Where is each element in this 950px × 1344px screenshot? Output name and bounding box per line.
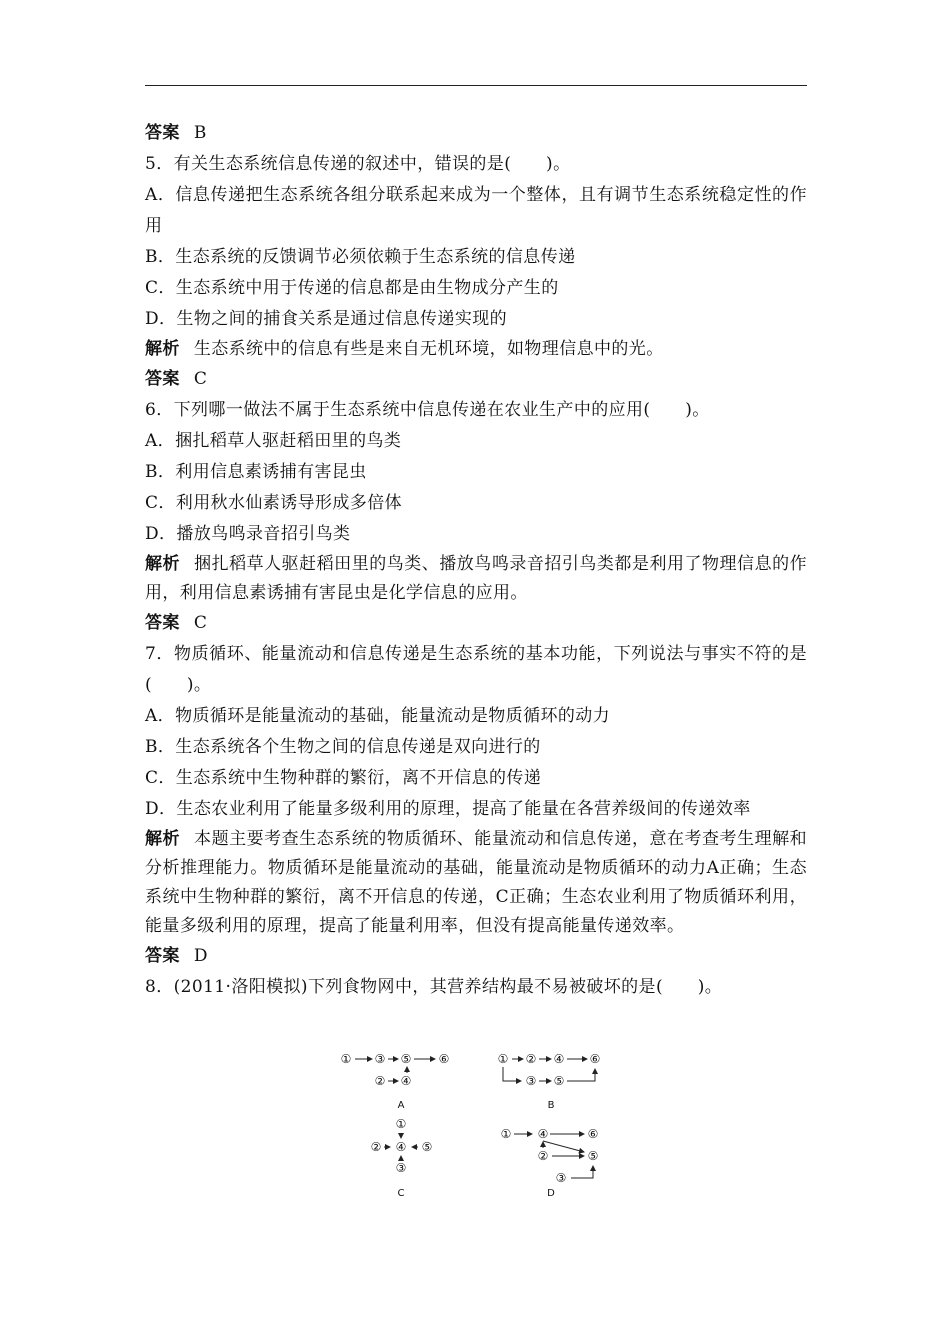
web-a-node-3: ③ bbox=[374, 1052, 386, 1066]
q4-answer bbox=[145, 118, 807, 149]
web-d-node-2: ② bbox=[537, 1149, 549, 1163]
web-d-label: D bbox=[547, 1188, 555, 1199]
web-a-node-6: ⑥ bbox=[438, 1052, 450, 1066]
web-d-node-6: ⑥ bbox=[587, 1127, 599, 1141]
q6-option-b: B．利用信息素诱捕有害昆虫 bbox=[145, 462, 367, 482]
web-d-node-4: ④ bbox=[537, 1127, 549, 1141]
web-d-node-5: ⑤ bbox=[587, 1149, 599, 1163]
web-b-node-6: ⑥ bbox=[589, 1052, 601, 1066]
q7-option-d: D．生态农业利用了能量多级利用的原理，提高了能量在各营养级间的传递效率 bbox=[145, 799, 751, 819]
q7-option-a: A．物质循环是能量流动的基础，能量流动是物质循环的动力 bbox=[145, 706, 611, 726]
food-web-figure bbox=[335, 1050, 625, 1205]
question-content bbox=[145, 118, 807, 1003]
answer-value: C bbox=[193, 369, 208, 389]
web-b-label: B bbox=[547, 1100, 555, 1111]
web-b-node-2: ② bbox=[525, 1052, 537, 1066]
answer-value: C bbox=[193, 613, 208, 633]
header-rule bbox=[145, 85, 807, 86]
q5-option-c: C．生态系统中用于传递的信息都是由生物成分产生的 bbox=[145, 278, 559, 298]
web-b-node-3: ③ bbox=[525, 1074, 537, 1088]
answer-label: 答案 bbox=[145, 369, 180, 389]
analysis-label: 解析 bbox=[145, 339, 180, 359]
web-b-node-5: ⑤ bbox=[553, 1074, 565, 1088]
web-a-node-1: ① bbox=[340, 1052, 352, 1066]
web-a-node-5: ⑤ bbox=[400, 1052, 412, 1066]
web-c-node-3: ③ bbox=[395, 1161, 407, 1175]
q7-option-b: B．生态系统各个生物之间的信息传递是双向进行的 bbox=[145, 737, 541, 757]
food-web-a bbox=[355, 1059, 435, 1081]
web-c-node-4: ④ bbox=[395, 1140, 407, 1154]
q7-analysis bbox=[145, 825, 807, 941]
answer-label: 答案 bbox=[145, 123, 180, 143]
web-a-node-4: ④ bbox=[400, 1074, 412, 1088]
analysis-text: 生态系统中的信息有些是来自无机环境，如物理信息中的光。 bbox=[193, 339, 664, 359]
web-c-node-2: ② bbox=[370, 1140, 382, 1154]
q7-stem: 7．物质循环、能量流动和信息传递是生态系统的基本功能，下列说法与事实不符的是( )。 bbox=[145, 644, 807, 695]
q5-analysis bbox=[145, 335, 807, 364]
answer-value: D bbox=[193, 946, 208, 966]
q5-option-d: D．生物之间的捕食关系是通过信息传递实现的 bbox=[145, 309, 508, 329]
analysis-label: 解析 bbox=[145, 554, 181, 574]
q5-answer bbox=[145, 364, 807, 395]
q5-option-a: A．信息传递把生态系统各组分联系起来成为一个整体，且有调节生态系统稳定性的作用 bbox=[145, 185, 807, 236]
q5-option-b: B．生态系统的反馈调节必须依赖于生态系统的信息传递 bbox=[145, 247, 576, 267]
q6-option-a: A．捆扎稻草人驱赶稻田里的鸟类 bbox=[145, 431, 402, 451]
answer-value: B bbox=[193, 123, 207, 143]
q8-stem: 8．(2011·洛阳模拟)下列食物网中，其营养结构最不易被破坏的是( )。 bbox=[145, 977, 723, 997]
analysis-text: 本题主要考查生态系统的物质循环、能量流动和信息传递，意在考查考生理解和分析推理能力。物质循环是能量流动的基础，能量流动是物质循环的动力A正确；生态系统中生物种群的繁衍，离不开信息的传递，C正确；生态农业利用了物质循环利用，能量多级利用的原理，提高了能量利用率，但没有提高能量传递效率。 bbox=[145, 829, 807, 936]
q7-option-c: C．生态系统中生物种群的繁衍，离不开信息的传递 bbox=[145, 768, 542, 788]
web-b-node-1: ① bbox=[497, 1052, 509, 1066]
q6-option-c: C．利用秋水仙素诱导形成多倍体 bbox=[145, 493, 403, 513]
q6-stem: 6．下列哪一做法不属于生态系统中信息传递在农业生产中的应用( )。 bbox=[145, 400, 710, 420]
answer-label: 答案 bbox=[145, 613, 180, 633]
web-c-node-5: ⑤ bbox=[421, 1140, 433, 1154]
food-web-d bbox=[514, 1134, 593, 1178]
web-a-label: A bbox=[397, 1100, 405, 1111]
web-c-label: C bbox=[397, 1188, 405, 1199]
q6-answer bbox=[145, 608, 807, 639]
web-d-node-1: ① bbox=[500, 1127, 512, 1141]
answer-label: 答案 bbox=[145, 946, 180, 966]
analysis-text: 捆扎稻草人驱赶稻田里的鸟类、播放鸟鸣录音招引鸟类都是利用了物理信息的作用，利用信息素诱捕有害昆虫是化学信息的应用。 bbox=[145, 554, 807, 603]
web-a-node-2: ② bbox=[374, 1074, 386, 1088]
q7-answer bbox=[145, 941, 807, 972]
analysis-label: 解析 bbox=[145, 829, 181, 849]
q6-option-d: D．播放鸟鸣录音招引鸟类 bbox=[145, 524, 351, 544]
web-b-node-4: ④ bbox=[553, 1052, 565, 1066]
web-c-node-1: ① bbox=[395, 1117, 407, 1131]
food-web-b bbox=[503, 1059, 595, 1081]
q6-analysis bbox=[145, 550, 807, 608]
q5-stem: 5．有关生态系统信息传递的叙述中，错误的是( )。 bbox=[145, 154, 571, 174]
web-d-node-3: ③ bbox=[555, 1171, 567, 1185]
